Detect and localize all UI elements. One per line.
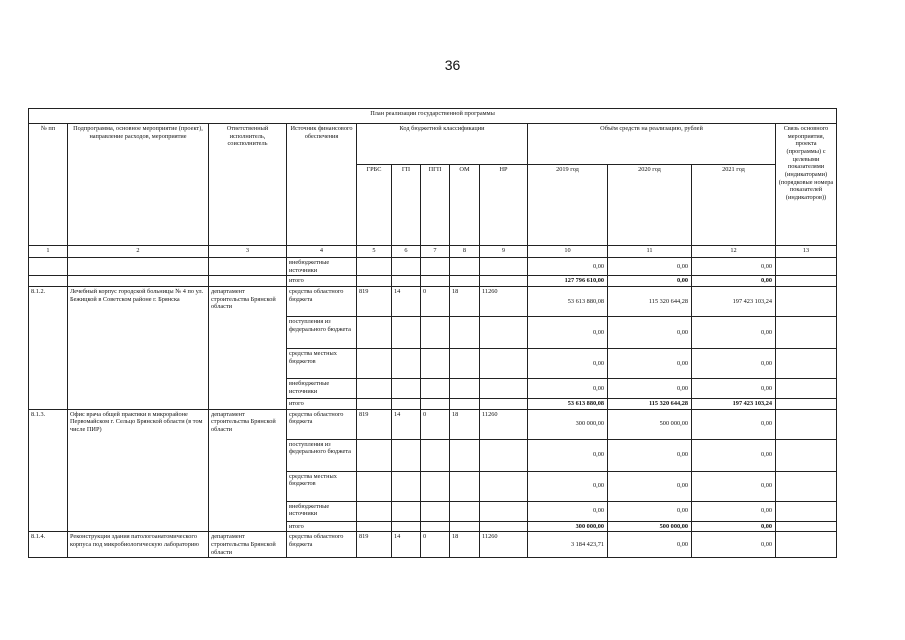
value-2020-cell: 0,00 [608, 349, 692, 379]
value-2021-cell: 0,00 [692, 471, 776, 501]
value-2019-cell: 0,00 [528, 349, 608, 379]
column-number: 11 [608, 246, 692, 258]
value-2019-cell: 0,00 [528, 379, 608, 399]
value-2021-cell: 0,00 [692, 532, 776, 558]
header-pgp: ПГП [421, 165, 450, 246]
link-cell [776, 276, 837, 287]
num-cell: 8.1.3. [29, 409, 68, 532]
value-2021-cell: 0,00 [692, 258, 776, 276]
grbs-cell [357, 258, 392, 276]
link-cell [776, 399, 837, 410]
grbs-cell [357, 349, 392, 379]
gp-cell: 14 [392, 409, 421, 439]
pgp-cell: 0 [421, 532, 450, 558]
source-cell: итого [287, 399, 357, 410]
grbs-cell: 819 [357, 532, 392, 558]
np-cell [480, 349, 528, 379]
link-cell [776, 287, 837, 317]
pgp-cell [421, 276, 450, 287]
column-number: 9 [480, 246, 528, 258]
header-source: Источник финансового обеспечения [287, 124, 357, 246]
pgp-cell: 0 [421, 287, 450, 317]
om-cell [450, 258, 480, 276]
link-cell [776, 409, 837, 439]
source-cell: средства областного бюджета [287, 532, 357, 558]
source-cell: средства областного бюджета [287, 409, 357, 439]
value-2021-cell: 0,00 [692, 317, 776, 349]
gp-cell [392, 317, 421, 349]
header-gp: ГП [392, 165, 421, 246]
header-2019: 2019 год [528, 165, 608, 246]
grbs-cell [357, 317, 392, 349]
value-2021-cell: 0,00 [692, 521, 776, 532]
link-cell [776, 521, 837, 532]
gp-cell [392, 501, 421, 521]
source-cell: внебюджетные источники [287, 501, 357, 521]
grbs-cell [357, 379, 392, 399]
link-cell [776, 439, 837, 471]
source-cell: итого [287, 276, 357, 287]
gp-cell [392, 349, 421, 379]
value-2020-cell: 115 320 644,28 [608, 287, 692, 317]
subprogram-cell: Реконструкция здания патологоанатомического корпуса под микробиологическую лабораторию [68, 532, 209, 558]
executor-cell [209, 258, 287, 276]
grbs-cell [357, 276, 392, 287]
header-budget-code: Код бюджетной классификации [357, 124, 528, 165]
om-cell [450, 349, 480, 379]
value-2020-cell: 115 320 644,28 [608, 399, 692, 410]
om-cell: 18 [450, 532, 480, 558]
np-cell [480, 501, 528, 521]
value-2020-cell: 0,00 [608, 532, 692, 558]
column-number: 13 [776, 246, 837, 258]
header-num: № пп [29, 124, 68, 246]
table-title: План реализации государственной программы [29, 109, 837, 124]
source-cell: итого [287, 521, 357, 532]
om-cell [450, 501, 480, 521]
subprogram-cell [68, 258, 209, 276]
value-2019-cell: 0,00 [528, 258, 608, 276]
value-2019-cell: 0,00 [528, 471, 608, 501]
np-cell: 11260 [480, 532, 528, 558]
header-om: ОМ [450, 165, 480, 246]
grbs-cell [357, 471, 392, 501]
num-cell: 8.1.2. [29, 287, 68, 410]
pgp-cell [421, 521, 450, 532]
grbs-cell [357, 501, 392, 521]
om-cell: 18 [450, 409, 480, 439]
np-cell [480, 379, 528, 399]
header-grbs: ГРБС [357, 165, 392, 246]
num-cell [29, 258, 68, 276]
value-2020-cell: 0,00 [608, 379, 692, 399]
value-2020-cell: 0,00 [608, 471, 692, 501]
om-cell [450, 276, 480, 287]
table-row [29, 287, 837, 317]
value-2019-cell: 0,00 [528, 501, 608, 521]
grbs-cell [357, 439, 392, 471]
gp-cell [392, 258, 421, 276]
column-number: 8 [450, 246, 480, 258]
gp-cell: 14 [392, 287, 421, 317]
pgp-cell [421, 471, 450, 501]
num-cell [29, 276, 68, 287]
value-2019-cell: 127 796 610,00 [528, 276, 608, 287]
pgp-cell [421, 379, 450, 399]
source-cell: внебюджетные источники [287, 379, 357, 399]
gp-cell [392, 471, 421, 501]
value-2021-cell: 0,00 [692, 439, 776, 471]
header-np: НР [480, 165, 528, 246]
pgp-cell [421, 349, 450, 379]
subprogram-cell [68, 276, 209, 287]
value-2020-cell: 0,00 [608, 258, 692, 276]
header-2020: 2020 год [608, 165, 692, 246]
value-2021-cell: 197 423 103,24 [692, 399, 776, 410]
column-number: 12 [692, 246, 776, 258]
value-2021-cell: 0,00 [692, 349, 776, 379]
executor-cell: департамент строительства Брянской области [209, 532, 287, 558]
np-cell [480, 258, 528, 276]
value-2020-cell: 500 000,00 [608, 521, 692, 532]
gp-cell [392, 439, 421, 471]
om-cell [450, 399, 480, 410]
link-cell [776, 258, 837, 276]
link-cell [776, 471, 837, 501]
value-2021-cell: 0,00 [692, 409, 776, 439]
om-cell [450, 379, 480, 399]
pgp-cell [421, 258, 450, 276]
value-2020-cell: 0,00 [608, 276, 692, 287]
plan-table [28, 108, 837, 558]
column-number: 5 [357, 246, 392, 258]
value-2020-cell: 0,00 [608, 501, 692, 521]
source-cell: внебюджетные источники [287, 258, 357, 276]
gp-cell [392, 276, 421, 287]
value-2019-cell: 0,00 [528, 317, 608, 349]
value-2021-cell: 0,00 [692, 379, 776, 399]
om-cell: 18 [450, 287, 480, 317]
executor-cell: департамент строительства Брянской области [209, 287, 287, 410]
gp-cell [392, 521, 421, 532]
source-cell: поступления из федерального бюджета [287, 317, 357, 349]
pgp-cell [421, 317, 450, 349]
source-cell: средства областного бюджета [287, 287, 357, 317]
value-2021-cell: 0,00 [692, 501, 776, 521]
header-link: Связь основного мероприятия, проекта (программы) с целевыми показателями (индикаторами) (порядковые номера показателей (индикаторов)) [776, 124, 837, 246]
header-executor: Ответственный исполнитель, соисполнитель [209, 124, 287, 246]
column-number: 7 [421, 246, 450, 258]
column-number: 3 [209, 246, 287, 258]
grbs-cell: 819 [357, 287, 392, 317]
gp-cell: 14 [392, 532, 421, 558]
om-cell [450, 439, 480, 471]
value-2019-cell: 53 613 880,08 [528, 399, 608, 410]
executor-cell: департамент строительства Брянской области [209, 409, 287, 532]
np-cell [480, 439, 528, 471]
om-cell [450, 521, 480, 532]
value-2019-cell: 53 613 880,08 [528, 287, 608, 317]
value-2019-cell: 300 000,00 [528, 409, 608, 439]
value-2020-cell: 0,00 [608, 439, 692, 471]
column-number: 4 [287, 246, 357, 258]
value-2021-cell: 0,00 [692, 276, 776, 287]
link-cell [776, 501, 837, 521]
value-2019-cell: 300 000,00 [528, 521, 608, 532]
pgp-cell [421, 501, 450, 521]
grbs-cell: 819 [357, 409, 392, 439]
pgp-cell [421, 399, 450, 410]
column-number: 6 [392, 246, 421, 258]
column-number: 1 [29, 246, 68, 258]
source-cell: средства местных бюджетов [287, 471, 357, 501]
value-2020-cell: 0,00 [608, 317, 692, 349]
value-2021-cell: 197 423 103,24 [692, 287, 776, 317]
om-cell [450, 317, 480, 349]
subprogram-cell: Лечебный корпус городской больницы № 4 по ул. Бежицкой в Советском районе г. Брянска [68, 287, 209, 410]
pgp-cell: 0 [421, 409, 450, 439]
np-cell [480, 276, 528, 287]
link-cell [776, 379, 837, 399]
page-number: 36 [444, 57, 461, 73]
np-cell: 11260 [480, 287, 528, 317]
num-cell: 8.1.4. [29, 532, 68, 558]
np-cell [480, 471, 528, 501]
header-subprogram: Подпрограмма, основное мероприятие (проект), направление расходов, мероприятие [68, 124, 209, 246]
np-cell [480, 317, 528, 349]
gp-cell [392, 399, 421, 410]
source-cell: поступления из федерального бюджета [287, 439, 357, 471]
subprogram-cell: Офис врача общей практики в микрорайоне Первомайском г. Сельцо Брянской области (в том числе ПИР) [68, 409, 209, 532]
link-cell [776, 349, 837, 379]
value-2019-cell: 0,00 [528, 439, 608, 471]
table-row [29, 532, 837, 558]
value-2019-cell: 3 184 423,71 [528, 532, 608, 558]
link-cell [776, 532, 837, 558]
column-number: 2 [68, 246, 209, 258]
source-cell: средства местных бюджетов [287, 349, 357, 379]
table-row [29, 258, 837, 276]
link-cell [776, 317, 837, 349]
gp-cell [392, 379, 421, 399]
value-2020-cell: 500 000,00 [608, 409, 692, 439]
table-row [29, 409, 837, 439]
grbs-cell [357, 521, 392, 532]
column-number: 10 [528, 246, 608, 258]
grbs-cell [357, 399, 392, 410]
om-cell [450, 471, 480, 501]
header-volume: Объём средств на реализацию, рублей [528, 124, 776, 165]
header-2021: 2021 год [692, 165, 776, 246]
np-cell [480, 399, 528, 410]
executor-cell [209, 276, 287, 287]
table-row [29, 276, 837, 287]
np-cell [480, 521, 528, 532]
pgp-cell [421, 439, 450, 471]
np-cell: 11260 [480, 409, 528, 439]
